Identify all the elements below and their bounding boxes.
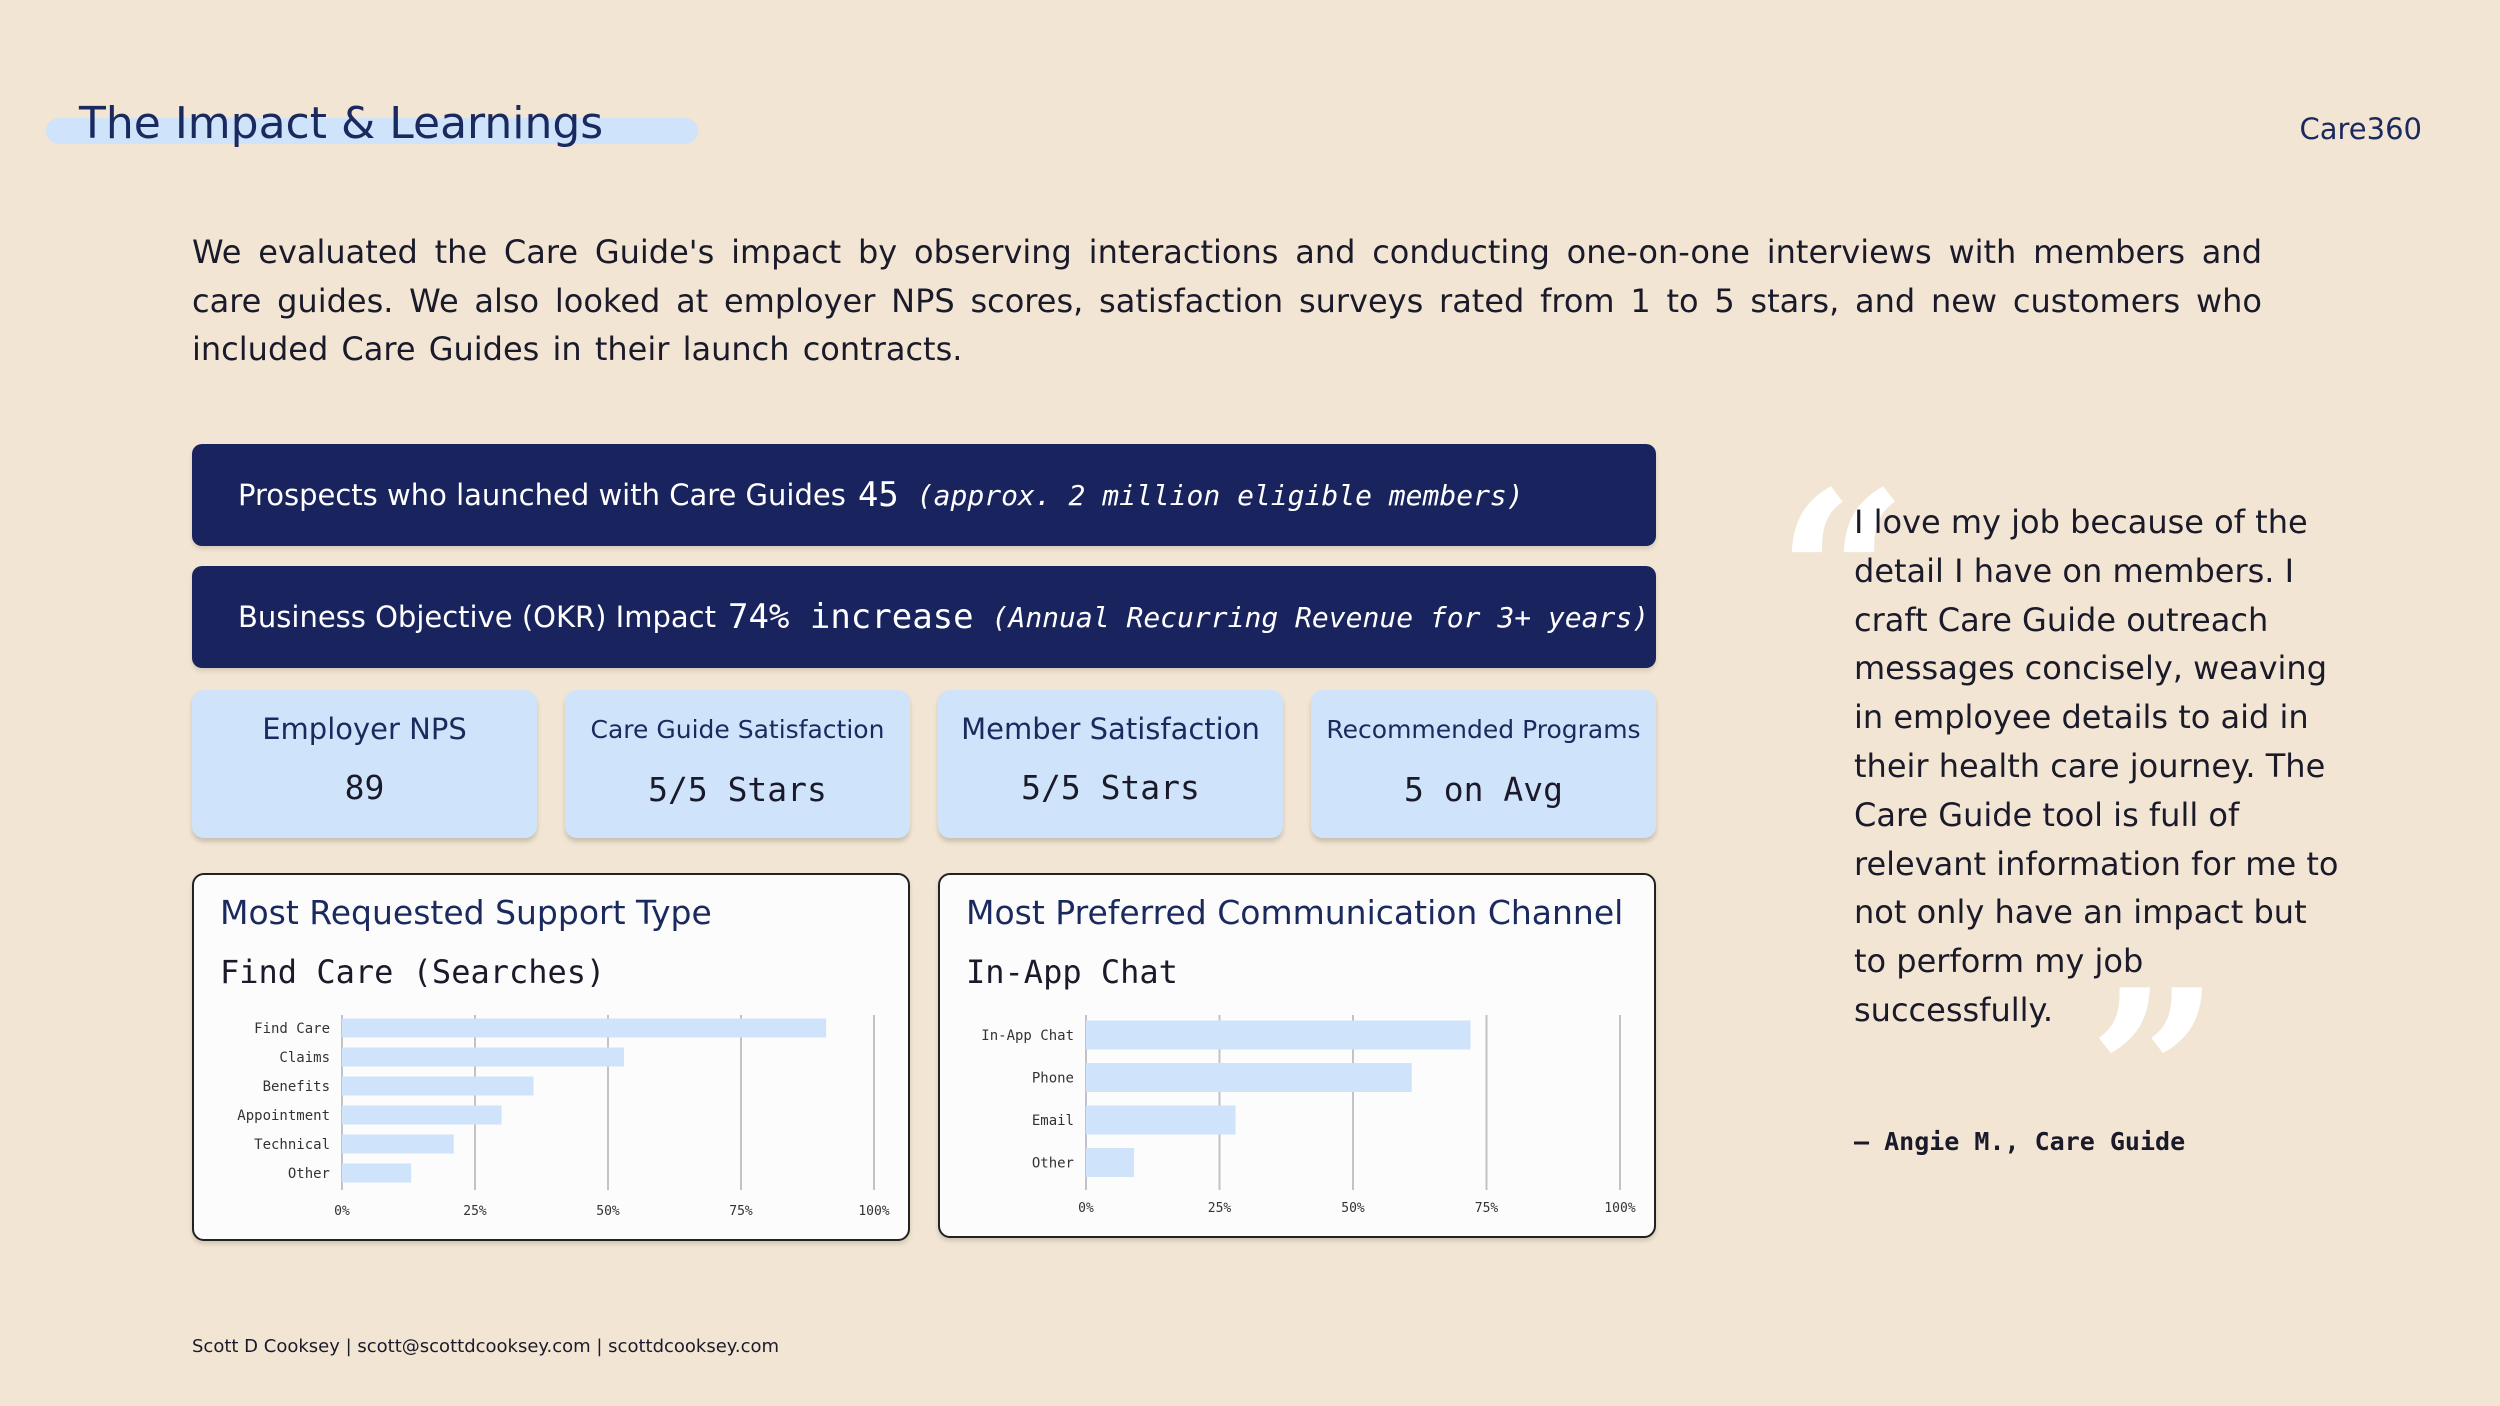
y-category-label: Benefits — [262, 1079, 330, 1095]
x-tick-label: 0% — [1078, 1201, 1094, 1216]
stat-card-member-satisfaction — [938, 690, 1283, 838]
banner-note: (approx. 2 million eligible members) — [916, 478, 1524, 512]
card-subtitle: In-App Chat — [966, 953, 1178, 991]
stat-label: Recommended Programs — [1326, 715, 1641, 744]
banner-note: (Annual Recurring Revenue for 3+ years) — [991, 600, 1650, 634]
x-tick-label: 0% — [334, 1204, 350, 1219]
bar — [1086, 1063, 1412, 1092]
intro-paragraph: We evaluated the Care Guide's impact by observing interactions and conducting one-on-one interviews with members and care guides. We also looked at employer NPS scores, satisfaction surveys rated from 1 to 5 stars, and new customers who included Care Guides in their launch contracts. — [192, 233, 2262, 368]
support-type-chart — [194, 875, 912, 1243]
bar — [342, 1019, 826, 1038]
banner-label: Business Objective (OKR) Impact — [238, 600, 716, 634]
testimonial-attribution: — Angie M., Care Guide — [1854, 1127, 2186, 1156]
communication-channel-card — [938, 873, 1656, 1238]
banner-value: 74% increase — [727, 597, 974, 637]
x-tick-label: 25% — [463, 1204, 487, 1219]
x-tick-label: 100% — [858, 1204, 890, 1219]
bar — [1086, 1021, 1470, 1050]
y-category-label: Phone — [1031, 1070, 1074, 1087]
banner-value: 45 — [857, 475, 899, 515]
x-tick-label: 100% — [1604, 1201, 1636, 1216]
bar — [342, 1048, 624, 1067]
y-category-label: Other — [1031, 1155, 1074, 1172]
card-title: Most Requested Support Type — [220, 893, 712, 932]
bar — [342, 1106, 502, 1125]
stat-card-care-guide-satisfaction — [565, 690, 910, 838]
y-category-label: In-App Chat — [981, 1028, 1074, 1044]
y-category-label: Find Care — [254, 1021, 330, 1037]
y-category-label: Email — [1031, 1113, 1074, 1129]
y-category-label: Technical — [254, 1137, 330, 1153]
banner-label: Prospects who launched with Care Guides — [238, 478, 846, 512]
stat-value: 89 — [344, 768, 385, 807]
prospects-banner — [192, 444, 1656, 546]
page-title-wrap — [46, 98, 698, 162]
stat-label: Member Satisfaction — [961, 712, 1260, 746]
communication-channel-chart — [940, 875, 1658, 1240]
y-category-label: Other — [287, 1166, 330, 1182]
y-category-label: Appointment — [237, 1108, 330, 1124]
support-type-card — [192, 873, 910, 1241]
stat-value: 5/5 Stars — [1021, 768, 1200, 807]
page-title: The Impact & Learnings — [79, 98, 604, 149]
testimonial-quote: I love my job because of the detail I have on members. I craft Care Guide outreach messages concisely, weaving in employee details to aid in their health care journey. The Care Guide tool is full of relevant information for me to not only have an impact but to perform my job successfully. — [1854, 503, 2339, 1029]
close-quote-icon: ” — [2088, 940, 2221, 1210]
stat-label: Employer NPS — [262, 712, 467, 746]
bar — [342, 1164, 411, 1183]
okr-banner — [192, 566, 1656, 668]
x-tick-label: 50% — [1341, 1201, 1365, 1216]
x-tick-label: 75% — [729, 1204, 753, 1219]
bar — [1086, 1148, 1134, 1177]
x-tick-label: 25% — [1207, 1201, 1232, 1216]
stat-label: Care Guide Satisfaction — [590, 715, 885, 744]
card-title: Most Preferred Communication Channel — [966, 893, 1624, 932]
footer-contact: Scott D Cooksey | scott@scottdcooksey.com | scottdcooksey.com — [192, 1336, 780, 1357]
card-subtitle: Find Care (Searches) — [220, 953, 606, 991]
stat-card-recommended-programs — [1311, 690, 1656, 838]
open-quote-icon: “ — [1776, 442, 1909, 712]
bar — [342, 1135, 454, 1154]
bar — [342, 1077, 534, 1096]
x-tick-label: 75% — [1474, 1201, 1499, 1216]
brand-name: Care360 — [2299, 112, 2422, 146]
x-tick-label: 50% — [596, 1204, 620, 1219]
stat-value: 5/5 Stars — [648, 770, 827, 809]
y-category-label: Claims — [279, 1050, 330, 1066]
bar — [1086, 1106, 1236, 1135]
stat-value: 5 on Avg — [1404, 770, 1563, 809]
stat-card-employer-nps — [192, 690, 537, 838]
